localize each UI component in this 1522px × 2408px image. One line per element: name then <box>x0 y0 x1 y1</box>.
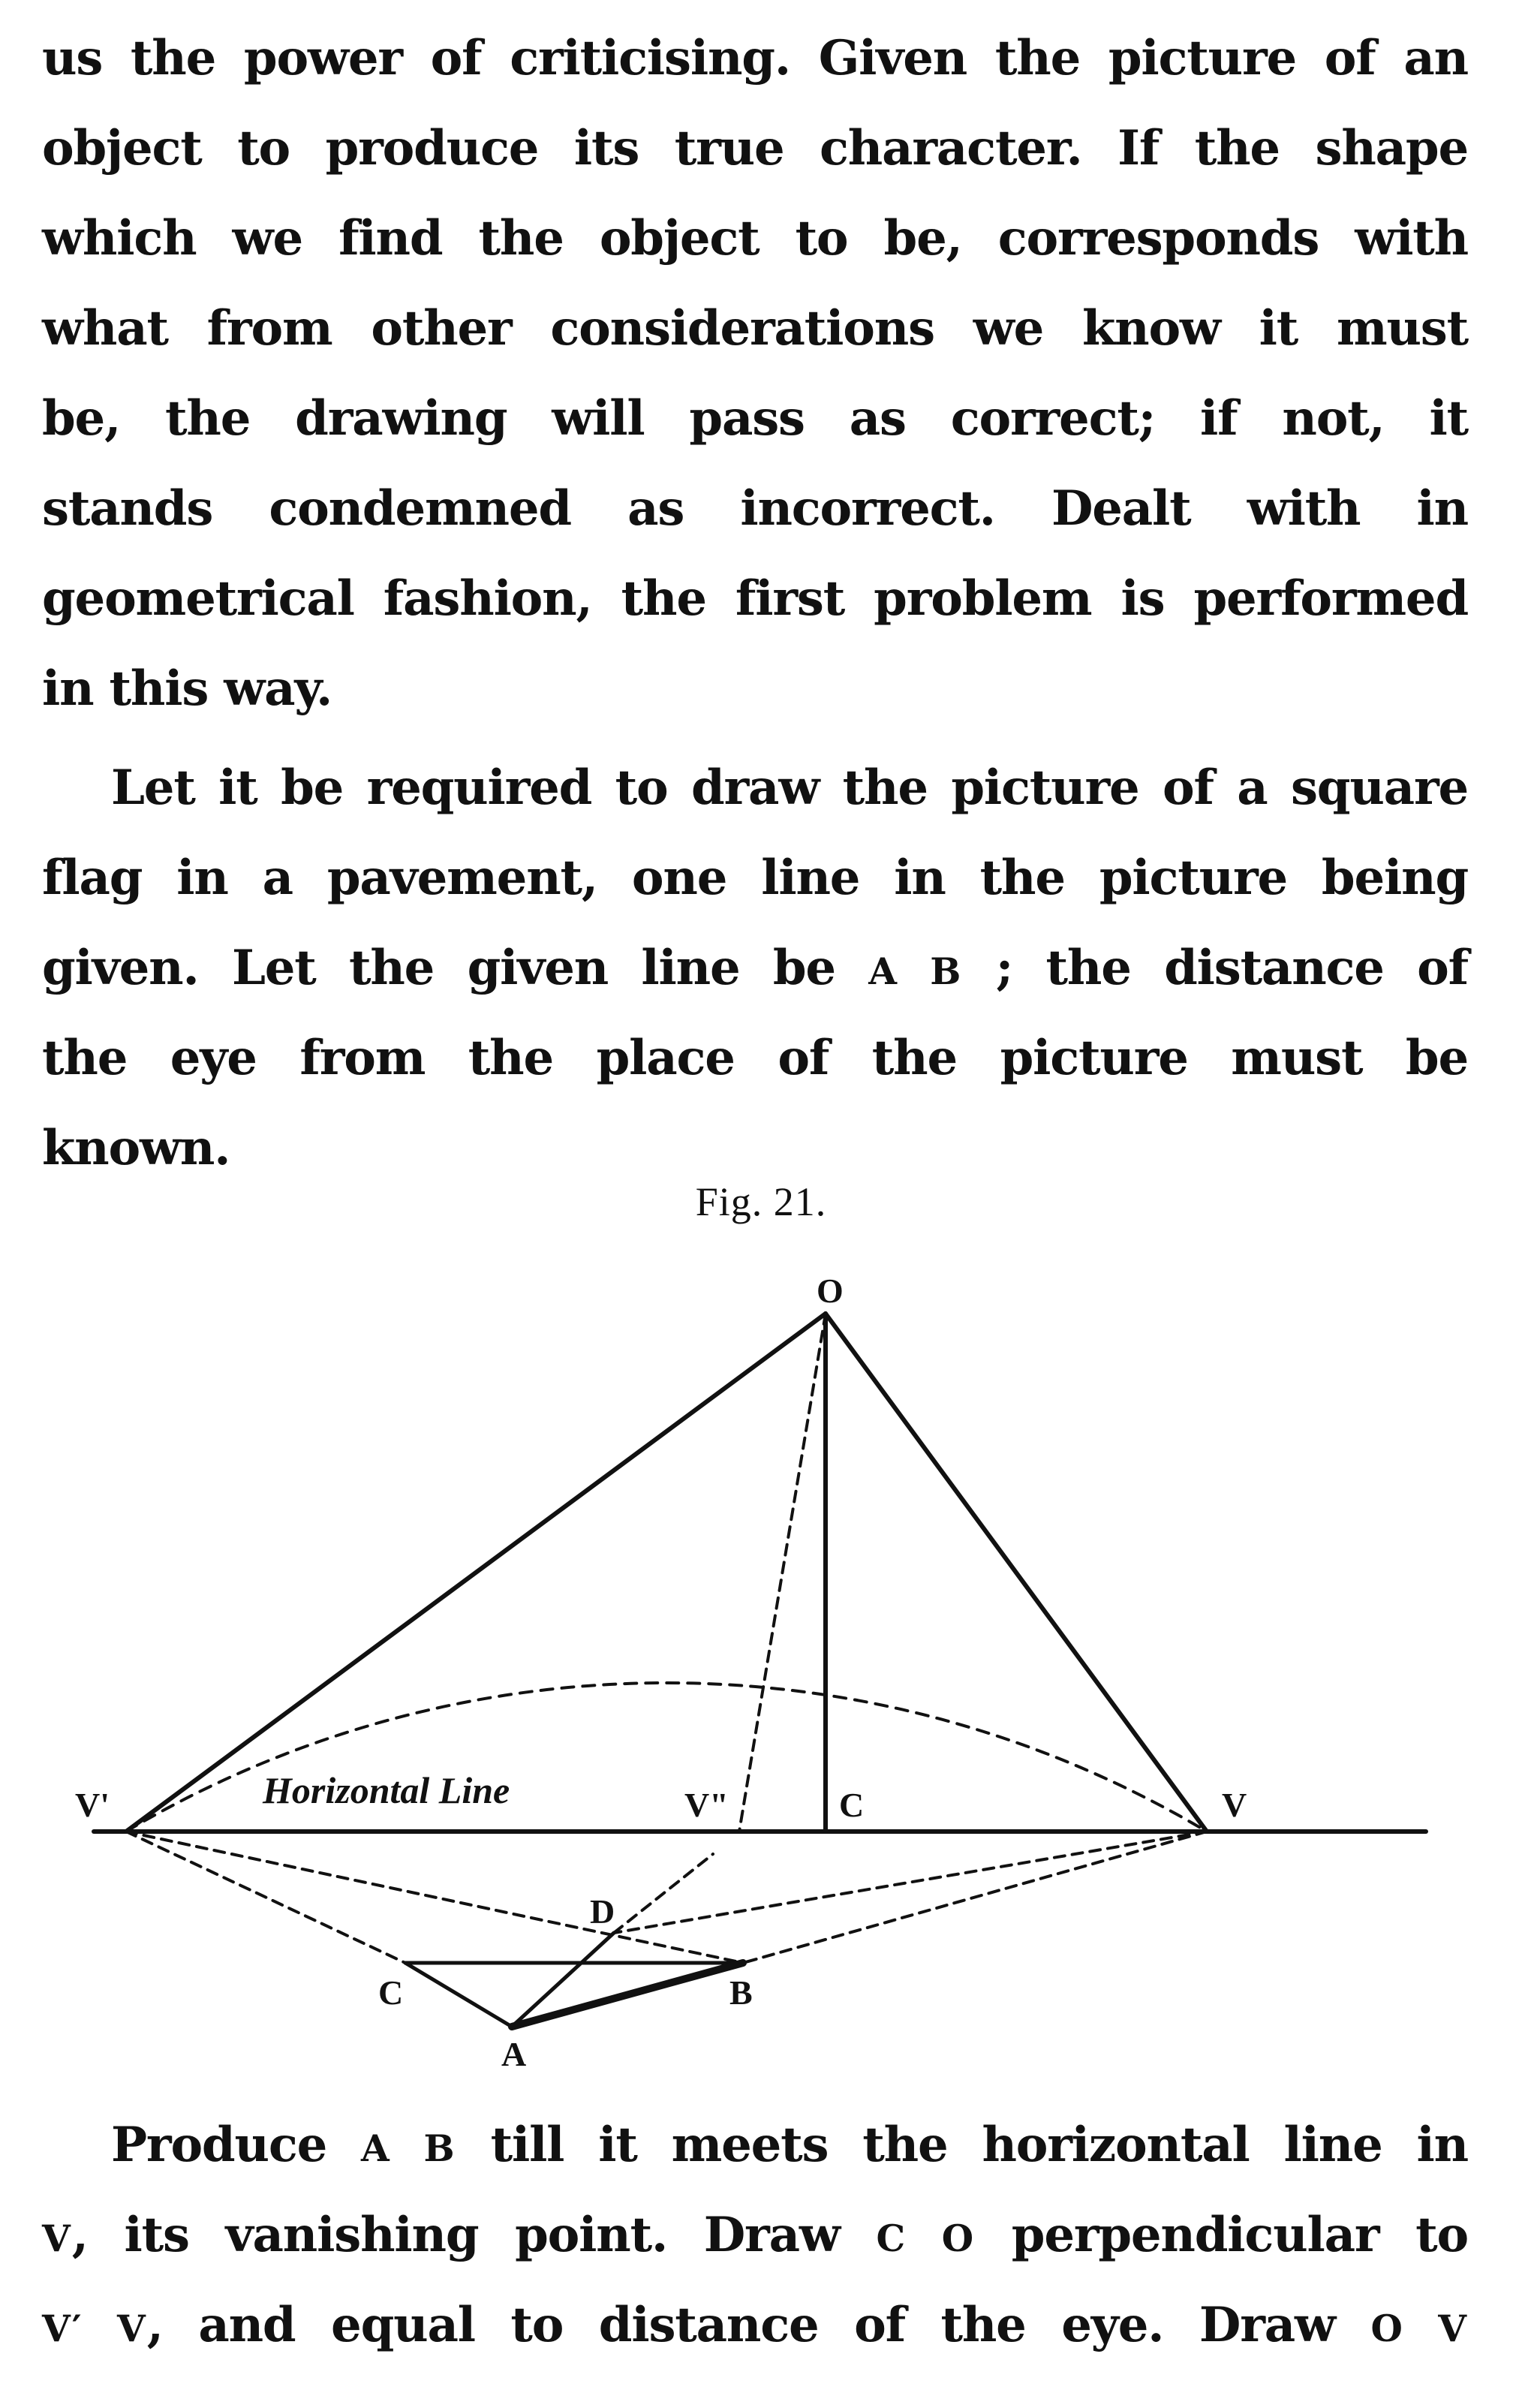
paragraph-3 <box>42 2100 1468 2370</box>
horizontal-line-label: Horizontal Line <box>263 1769 510 1811</box>
text-run: ; the distance of <box>962 940 1468 996</box>
small-caps-run: A B <box>868 950 963 993</box>
dashed-line-vprime-b <box>126 1832 743 1963</box>
point-label-c-top: C <box>839 1786 865 1824</box>
text-line: flag in a pavement, one line in the picture being <box>42 850 1468 906</box>
text-line: be, the drawing will pass as correct; if not, it <box>42 390 1468 447</box>
text-line <box>42 2280 1468 2370</box>
small-caps-run: O V <box>1370 2307 1468 2350</box>
text-line: stands condemned as incorrect. Dealt with in <box>42 480 1468 537</box>
dashed-line-v-b <box>743 1832 1207 1963</box>
point-label-d: D <box>590 1892 615 1931</box>
small-caps-run: C O <box>876 2217 976 2260</box>
text-run: perpendicular to <box>975 2207 1468 2263</box>
point-label-c: C <box>378 1973 404 2012</box>
point-label-v: V <box>1222 1786 1247 1824</box>
point-label-a: A <box>501 2035 527 2073</box>
text-line <box>42 2190 1468 2280</box>
line-o-vprime <box>126 1314 826 1832</box>
text-line <box>42 2100 1468 2190</box>
text-line: known. <box>42 1120 230 1176</box>
text-line: what from other considerations we know it must <box>42 300 1468 357</box>
line-c-a <box>405 1963 512 2027</box>
text-run: till it meets the horizontal line in <box>456 2117 1468 2173</box>
dashed-line-d-vdouble <box>614 1854 713 1933</box>
text-line: geometrical fashion, the first problem is performed <box>42 570 1468 627</box>
text-run: Produce <box>111 2117 362 2173</box>
small-caps-run: A B <box>361 2127 456 2170</box>
text-line: in this way. <box>42 661 332 717</box>
point-label-b: B <box>729 1973 753 2012</box>
dashed-line-v-d <box>614 1832 1207 1933</box>
figure-caption: Fig. 21. <box>695 1179 827 1224</box>
text-line: us the power of criticising. Given the picture of an <box>42 30 1468 86</box>
dashed-line-o-vdouble <box>739 1314 826 1832</box>
text-run: , and equal to distance of the eye. Draw <box>146 2297 1371 2353</box>
text-line: the eye from the place of the picture must be <box>42 1030 1468 1086</box>
point-label-vdouble: V" <box>684 1786 729 1824</box>
small-caps-run: V′ V <box>42 2307 147 2350</box>
small-caps-run: V <box>42 2217 72 2260</box>
text-line: object to produce its true character. If the shape <box>42 120 1468 176</box>
dashed-line-vprime-c <box>126 1832 405 1963</box>
text-line: Let it be required to draw the picture of a square <box>111 760 1468 816</box>
text-line: which we find the object to be, corresponds with <box>42 210 1468 266</box>
text-run: given. Let the given line be <box>42 940 869 996</box>
point-label-vprime: V' <box>75 1786 110 1824</box>
point-label-o: O <box>817 1272 844 1310</box>
line-o-v <box>826 1314 1207 1832</box>
text-run: , its vanishing point. Draw <box>71 2207 877 2263</box>
